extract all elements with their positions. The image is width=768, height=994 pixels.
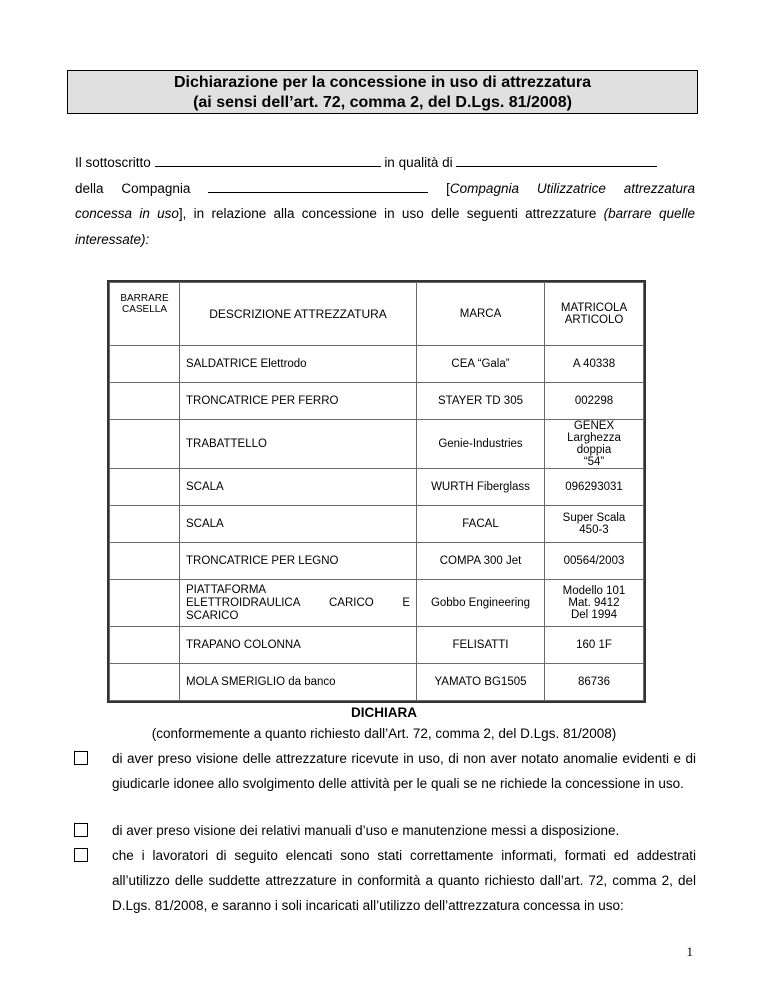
- table-row: [110, 664, 644, 701]
- row-description: TRABATTELLO: [180, 420, 417, 469]
- row-checkbox[interactable]: [110, 627, 180, 664]
- table-row: [110, 469, 644, 506]
- lent-note: concessa in uso: [75, 206, 179, 221]
- intro-text: ], in relazione alla concessione in uso delle seguenti attrezzature: [178, 206, 604, 221]
- row-description: MOLA SMERIGLIO da banco: [180, 664, 417, 701]
- declaration-item-2: [74, 818, 696, 843]
- row-brand: COMPA 300 Jet: [417, 543, 545, 580]
- declaration-subheading: (conformemente a quanto richiesto dall’Art. 72, comma 2, del D.Lgs. 81/2008): [151, 726, 617, 741]
- row-serial: 00564/2003: [545, 543, 644, 580]
- table-row: [110, 627, 644, 664]
- header-brand: MARCA: [417, 283, 545, 346]
- row-description: SCALA: [180, 506, 417, 543]
- table-row: [110, 420, 644, 469]
- desc-line: SCARICO: [186, 609, 239, 622]
- cross-note: (barrare quelle: [603, 206, 695, 221]
- table-row: [110, 506, 644, 543]
- row-checkbox[interactable]: [110, 383, 180, 420]
- title-line-2: (ai sensi dell’art. 72, comma 2, del D.Lgs. 81/2008): [193, 94, 572, 111]
- role-label: in qualità di: [384, 155, 453, 170]
- header-serial-line-1: MATRICOLA: [560, 302, 628, 314]
- row-checkbox[interactable]: [110, 543, 180, 580]
- intro-line-4: [75, 227, 695, 253]
- intro-line-2: [75, 175, 695, 201]
- declaration-checkbox[interactable]: [74, 751, 88, 765]
- desc-word: E: [402, 596, 410, 609]
- row-serial: 86736: [545, 664, 644, 701]
- serial-line: Modello 101: [562, 585, 626, 597]
- intro-line-1: [75, 149, 695, 175]
- company-label: della Compagnia: [75, 181, 191, 196]
- desc-line: [186, 597, 410, 610]
- signer-label: Il sottoscritto: [75, 155, 151, 170]
- header-description: DESCRIZIONE ATTREZZATURA: [180, 283, 417, 346]
- row-serial: 160 1F: [545, 627, 644, 664]
- header-serial-line-2: ARTICOLO: [564, 314, 624, 326]
- declaration-item-3: [74, 843, 696, 918]
- header-check-line-2: CASELLA: [121, 304, 168, 315]
- row-description: TRAPANO COLONNA: [180, 627, 417, 664]
- row-brand: YAMATO BG1505: [417, 664, 545, 701]
- row-checkbox[interactable]: [110, 420, 180, 469]
- declaration-heading: DICHIARA: [351, 705, 417, 720]
- header-check: [110, 283, 180, 346]
- cross-note-end: interessate):: [75, 232, 150, 247]
- table-row: [110, 346, 644, 383]
- declaration-text: di aver preso visione delle attrezzature ricevute in uso, di non aver notato anomalie evidenti e di giudicarle idonee allo svolgimento delle attività per le quali se ne richiede la concessione in uso.: [112, 751, 696, 791]
- company-name-field[interactable]: [208, 175, 428, 193]
- row-brand: CEA “Gala”: [417, 346, 545, 383]
- row-description: [180, 580, 417, 627]
- row-serial: [545, 420, 644, 469]
- desc-word: CARICO: [328, 596, 374, 609]
- table-row: [110, 383, 644, 420]
- row-serial: 096293031: [545, 469, 644, 506]
- document-title: [67, 70, 698, 114]
- intro-paragraph: [75, 149, 695, 253]
- row-description: SALDATRICE Elettrodo: [180, 346, 417, 383]
- header-serial: [545, 283, 644, 346]
- serial-line: Del 1994: [570, 609, 618, 621]
- row-brand: Genie-Industries: [417, 420, 545, 469]
- header-check-line-1: BARRARE: [120, 293, 169, 304]
- row-brand: FACAL: [417, 506, 545, 543]
- page-number: 1: [686, 944, 693, 959]
- table-row: [110, 543, 644, 580]
- bracket-open: [: [446, 181, 450, 196]
- equipment-table: [109, 282, 644, 701]
- row-checkbox[interactable]: [110, 580, 180, 627]
- declaration-text: che i lavoratori di seguito elencati sono stati correttamente informati, formati ed addestrati all’utilizzo delle suddette attrezzature in conformità a quanto richiesto dall’art. 72, comma 2, del D.Lgs. 81/2008, e saranno i soli incaricati all’utilizzo dell’attrezzatura concessa in uso:: [112, 848, 696, 913]
- declaration-item-1: [74, 746, 696, 796]
- row-serial: [545, 580, 644, 627]
- row-serial: 002298: [545, 383, 644, 420]
- serial-line: “54”: [583, 456, 605, 468]
- row-brand: WURTH Fiberglass: [417, 469, 545, 506]
- row-brand: FELISATTI: [417, 627, 545, 664]
- row-description: SCALA: [180, 469, 417, 506]
- row-serial: Super Scala 450-3: [545, 506, 644, 543]
- signer-role-field[interactable]: [456, 149, 657, 167]
- declaration-checkbox[interactable]: [74, 823, 88, 837]
- row-checkbox[interactable]: [110, 469, 180, 506]
- row-checkbox[interactable]: [110, 506, 180, 543]
- table-row: [110, 580, 644, 627]
- serial-line: Larghezza doppia: [567, 432, 621, 456]
- desc-line: PIATTAFORMA: [186, 583, 267, 596]
- row-description: TRONCATRICE PER FERRO: [180, 383, 417, 420]
- row-brand: STAYER TD 305: [417, 383, 545, 420]
- title-line-1: Dichiarazione per la concessione in uso di attrezzatura: [173, 74, 591, 91]
- table-header-row: [110, 283, 644, 346]
- desc-word: ELETTROIDRAULICA: [186, 596, 301, 609]
- declaration-checkbox[interactable]: [74, 848, 88, 862]
- row-checkbox[interactable]: [110, 346, 180, 383]
- row-serial: A 40338: [545, 346, 644, 383]
- row-description: TRONCATRICE PER LEGNO: [180, 543, 417, 580]
- company-role-note: Compagnia Utilizzatrice attrezzatura: [449, 181, 695, 196]
- declaration-text: di aver preso visione dei relativi manuali d’uso e manutenzione messi a disposizione.: [112, 823, 620, 838]
- row-checkbox[interactable]: [110, 664, 180, 701]
- row-brand: Gobbo Engineering: [417, 580, 545, 627]
- serial-line: GENEX: [573, 420, 615, 432]
- serial-line: Mat. 9412: [568, 597, 620, 609]
- signer-name-field[interactable]: [155, 149, 381, 167]
- intro-line-3: [75, 201, 695, 227]
